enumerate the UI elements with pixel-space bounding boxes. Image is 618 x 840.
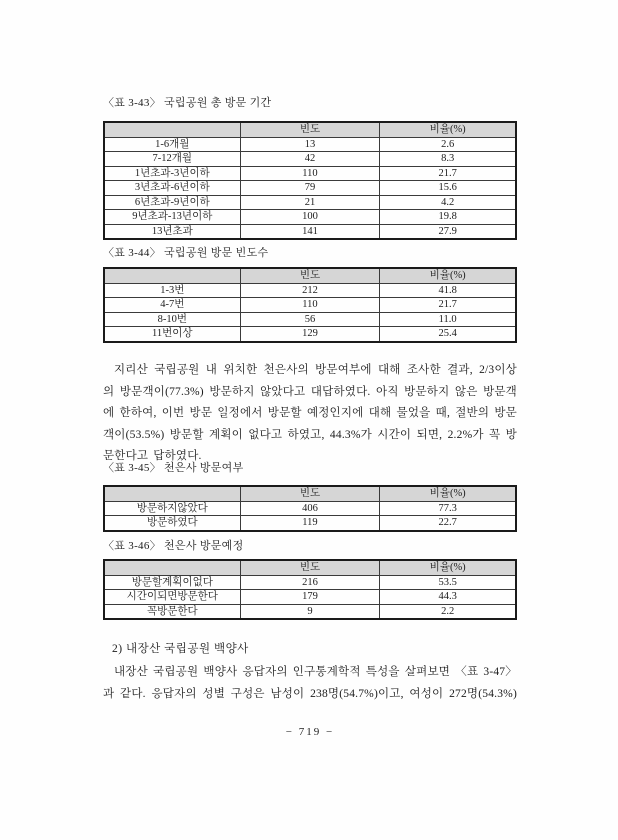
table-cell: 1-3번 [104, 283, 240, 298]
column-header: 비율(%) [380, 486, 516, 501]
table-header-row [104, 122, 516, 137]
column-header [104, 560, 240, 575]
table-row [104, 516, 516, 531]
table-cell: 8-10번 [104, 312, 240, 327]
table-cell: 15.6 [380, 181, 516, 196]
table-cell: 7-12개월 [104, 152, 240, 167]
table-cell: 41.8 [380, 283, 516, 298]
table-row [104, 283, 516, 298]
table-cell: 방문하였다 [104, 516, 240, 531]
table-3-45-caption: 〈표 3-45〉 천은사 방문여부 [103, 462, 244, 474]
table-cell: 100 [240, 210, 380, 225]
table-cell: 방문할계획이없다 [104, 575, 240, 590]
table-cell: 꼭방문한다 [104, 604, 240, 619]
table-cell: 44.3 [380, 590, 516, 605]
table-row [104, 224, 516, 239]
table-cell: 212 [240, 283, 380, 298]
table-cell: 1-6개월 [104, 137, 240, 152]
table-cell: 25.4 [380, 327, 516, 342]
table-row [104, 298, 516, 313]
column-header: 비율(%) [380, 268, 516, 283]
column-header: 빈도 [240, 560, 380, 575]
section-heading: 2) 내장산 국립공원 백양사 [112, 643, 249, 655]
table-cell: 1년초과-3년이하 [104, 166, 240, 181]
table-cell: 179 [240, 590, 380, 605]
table-cell: 129 [240, 327, 380, 342]
table-cell: 53.5 [380, 575, 516, 590]
table-row [104, 327, 516, 342]
table-cell: 방문하지않았다 [104, 501, 240, 516]
table-row [104, 501, 516, 516]
column-header: 빈도 [240, 486, 380, 501]
table-row [104, 181, 516, 196]
table-row [104, 166, 516, 181]
column-header: 빈도 [240, 122, 380, 137]
column-header [104, 122, 240, 137]
table-3-45 [103, 485, 517, 532]
table-3-43-caption: 〈표 3-43〉 국립공원 총 방문 기간 [103, 97, 272, 109]
table-3-44-caption: 〈표 3-44〉 국립공원 방문 빈도수 [103, 247, 269, 259]
table-cell: 22.7 [380, 516, 516, 531]
table-cell: 11.0 [380, 312, 516, 327]
table-cell: 141 [240, 224, 380, 239]
table-cell: 시간이되면방문한다 [104, 590, 240, 605]
table-row [104, 210, 516, 225]
table-3-46-caption: 〈표 3-46〉 천은사 방문예정 [103, 540, 244, 552]
table-cell: 4-7번 [104, 298, 240, 313]
table-cell: 9년초과-13년이하 [104, 210, 240, 225]
table-cell: 9 [240, 604, 380, 619]
column-header: 빈도 [240, 268, 380, 283]
table-cell: 406 [240, 501, 380, 516]
table-header-row [104, 560, 516, 575]
table-header-row [104, 268, 516, 283]
column-header: 비율(%) [380, 560, 516, 575]
table-cell: 11번이상 [104, 327, 240, 342]
table-cell: 19.8 [380, 210, 516, 225]
table-row [104, 137, 516, 152]
table-cell: 119 [240, 516, 380, 531]
table-cell: 27.9 [380, 224, 516, 239]
table-row [104, 152, 516, 167]
table-row [104, 604, 516, 619]
table-cell: 2.6 [380, 137, 516, 152]
table-3-44 [103, 267, 517, 343]
table-header-row [104, 486, 516, 501]
table-row [104, 195, 516, 210]
table-cell: 21 [240, 195, 380, 210]
table-cell: 13년초과 [104, 224, 240, 239]
table-cell: 4.2 [380, 195, 516, 210]
table-row [104, 575, 516, 590]
table-cell: 79 [240, 181, 380, 196]
page-number: − 719 − [285, 726, 335, 738]
table-cell: 6년초과-9년이하 [104, 195, 240, 210]
table-cell: 8.3 [380, 152, 516, 167]
column-header [104, 486, 240, 501]
body-paragraph-baekyangsa: 내장산 국립공원 백양사 응답자의 인구통계학적 특성을 살펴보면 〈표 3-47〉과 같다. 응답자의 성별 구성은 남성이 238명(54.7%)이고, 여성이 272명(54.3%) [103, 666, 517, 700]
table-row [104, 590, 516, 605]
table-cell: 2.2 [380, 604, 516, 619]
table-3-46 [103, 559, 517, 620]
table-cell: 110 [240, 298, 380, 313]
column-header [104, 268, 240, 283]
body-paragraph-visit-status: 지리산 국립공원 내 위치한 천은사의 방문여부에 대해 조사한 결과, 2/3이상의 방문객이(77.3%) 방문하지 않았다고 대답하였다. 아직 방문하지 않은 방문객에 한하여, 이번 방문 일정에서 방문할 예정인지에 대해 물었을 때, 절반의 방문객이(53.5%) 방문할 계획이 없다고 하였고, 44.3%가 시간이 되면, 2.2%가 꼭 방문한다고 답하였다. [103, 364, 517, 463]
table-3-43 [103, 121, 517, 240]
table-cell: 21.7 [380, 166, 516, 181]
column-header: 비율(%) [380, 122, 516, 137]
table-row [104, 312, 516, 327]
table-cell: 110 [240, 166, 380, 181]
table-cell: 21.7 [380, 298, 516, 313]
table-cell: 42 [240, 152, 380, 167]
table-cell: 216 [240, 575, 380, 590]
table-cell: 3년초과-6년이하 [104, 181, 240, 196]
table-cell: 13 [240, 137, 380, 152]
table-cell: 77.3 [380, 501, 516, 516]
table-cell: 56 [240, 312, 380, 327]
